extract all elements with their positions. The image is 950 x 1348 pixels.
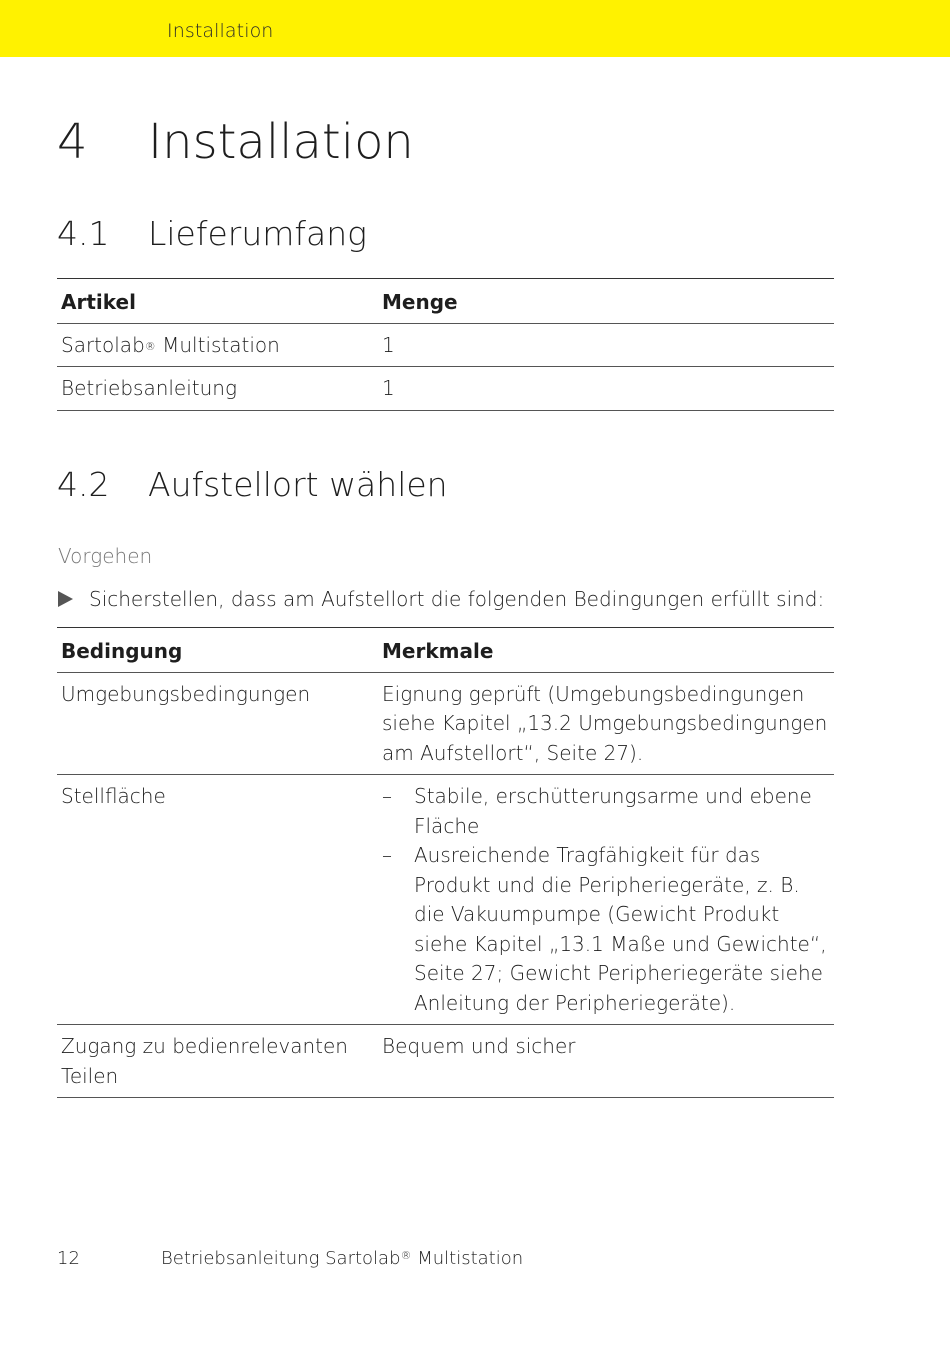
section-title: Lieferumfang [148,214,367,253]
conditions-table [57,627,834,1098]
list-item-text: Stabile, erschütterungsarme und ebene Fläche [414,784,812,838]
section-title: Aufstellort wählen [148,465,448,504]
page-footer [57,1248,523,1269]
quantity-cell: 1 [378,323,834,367]
section-number: 4.1 [57,214,110,253]
feature-cell: Bequem und sicher [378,1025,834,1098]
item-name: Betriebsanleitung [61,376,237,400]
footer-doc-title-suffix: Multistation [411,1248,524,1269]
item-cell [57,367,378,411]
feature-cell: Eignung geprüft (Umgebungsbedingungen siehe Kapitel „13.2 Umgebungsbedingungen am Aufstellort“, Seite 27). [378,672,834,775]
delivery-table [57,278,834,411]
table-row [57,775,834,1025]
table-row [57,323,834,367]
condition-cell: Zugang zu bedienrelevanten Teilen [57,1025,378,1098]
registered-mark: ® [400,1249,412,1262]
table-row [57,672,834,775]
quantity-cell: 1 [378,367,834,411]
list-item [382,841,830,1018]
header-title: Installation [167,20,274,42]
column-header-bedingung: Bedingung [57,628,378,673]
item-name-suffix: Multistation [155,332,280,357]
header-band [0,0,950,57]
registered-mark: ® [144,339,156,353]
dash-bullet: – [382,843,392,867]
feature-cell [378,775,834,1025]
list-item-text: Ausreichende Tragfähigkeit für das Produkt und die Peripheriegeräte, z. B. die Vakuumpumpe (Gewicht Produkt siehe Kapitel „13.1 Maße und Gewichte“, Seite 27; Gewicht Peripheriegeräte siehe Anleitung der Peripheriegeräte). [414,843,827,1015]
chapter-number: 4 [57,114,88,170]
footer-doc-title: Betriebsanleitung Sartolab [161,1248,401,1269]
procedure-label: Vorgehen [58,544,153,568]
table-header-row [57,279,834,324]
step-arrow-icon [58,591,73,607]
page-number: 12 [57,1248,80,1269]
chapter-title: Installation [148,114,414,170]
item-name: Sartolab [61,332,145,357]
feature-list [382,782,830,1018]
table-row [57,367,834,411]
procedure-step [58,587,824,611]
condition-cell: Umgebungsbedingungen [57,672,378,775]
dash-bullet: – [382,784,392,808]
section-number: 4.2 [57,465,110,504]
column-header-menge: Menge [378,279,834,324]
table-row [57,1025,834,1098]
section-heading-lieferumfang [57,214,367,253]
list-item [382,782,830,841]
column-header-merkmale: Merkmale [378,628,834,673]
table-header-row [57,628,834,673]
column-header-artikel: Artikel [57,279,378,324]
chapter-heading [57,114,414,170]
step-text: Sicherstellen, dass am Aufstellort die folgenden Bedingungen erfüllt sind: [89,587,825,611]
condition-cell: Stellfläche [57,775,378,1025]
item-cell [57,323,378,367]
section-heading-aufstellort [57,465,448,504]
